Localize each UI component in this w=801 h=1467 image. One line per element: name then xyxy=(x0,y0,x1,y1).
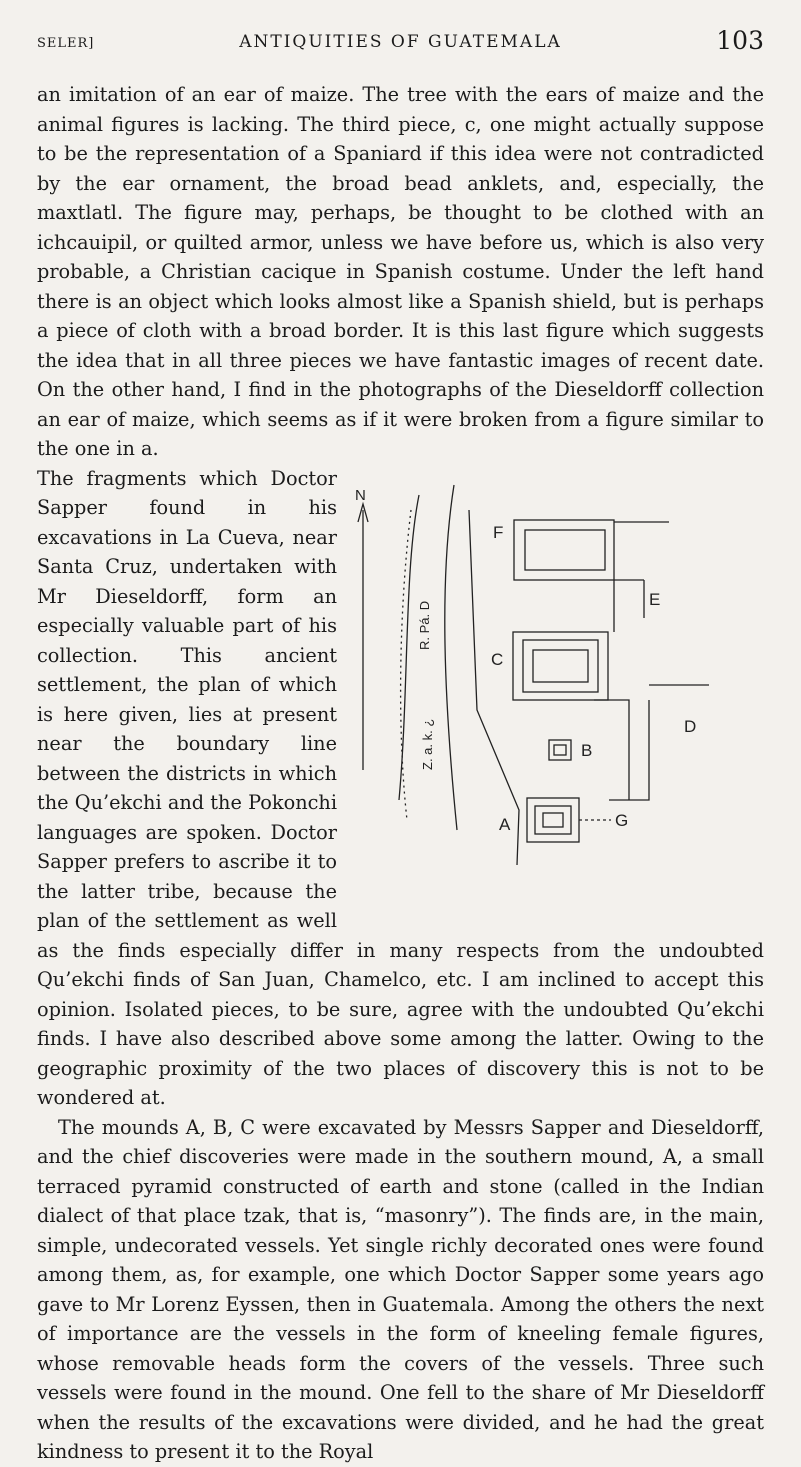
mound-a-middle xyxy=(535,806,571,834)
label-f: F xyxy=(493,522,504,542)
label-d: D xyxy=(684,716,697,736)
running-header xyxy=(37,22,764,62)
mound-c xyxy=(513,632,608,700)
header-title: ANTIQUITIES OF GUATEMALA xyxy=(239,32,562,52)
river-label-upper: R. Pá. D xyxy=(417,600,432,650)
site-boundary-line xyxy=(469,510,519,865)
wall-d-left xyxy=(594,700,629,800)
settlement-plan-svg xyxy=(349,470,767,920)
label-a: A xyxy=(499,814,511,834)
paragraph-1: an imitation of an ear of maize. The tree with the ears of maize and the animal figures is lacking. The third piece, c, one might actually suppose to be the representation of a Spaniard if this idea were not contradicted by the ear ornament, the broad bead anklets, and, especially, the maxtlatl. The figure may, perhaps, be thought to be clothed with an ichcauipil, or quilted armor, unless we have before us, which is also very probable, a Christian cacique in Spanish costume. Under the left hand there is an object which looks almost like a Spanish shield, but is perhaps a piece of cloth with a broad border. It is this last figure which suggests the idea that in all three pieces we have fantastic images of recent date. On the other hand, I find in the photographs of the Dieseldorff collection an ear of maize, which seems as if it were broken from a figure similar to the one in a. xyxy=(37,83,764,460)
river-bank-left xyxy=(399,495,419,800)
label-e: E xyxy=(649,589,661,609)
north-label: N xyxy=(355,486,366,504)
river-label-lower: Z. a. k. ¿ xyxy=(420,718,435,770)
mound-f xyxy=(514,520,614,580)
header-author: SELER] xyxy=(37,36,95,51)
mound-c-inner xyxy=(533,650,588,682)
paragraph-2: The fragments which Doctor Sapper found in his excavations in La Cueva, near Santa Cruz, undertaken with Mr Dieseldorff, form an especially valuable part of his collection. This ancient settlement, the plan of which is here given, lies at present near the boundary line between the districts in which the Qu’ekchi and the Pokonchi languages are spoken. Doctor Sapper prefers to ascribe it to the latter tribe, because the plan of the settlement as well as the finds especially differ in many respects from the undoubted Qu’ekchi finds of San Juan, Chamelco, etc. I am inclined to accept this opinion. Isolated pieces, to be sure, agree with the undoubted Qu’ekchi finds. I have also described above some among the latter. Owing to the geographic proximity of the two places of discovery this is not to be wondered at. xyxy=(37,466,764,1109)
mound-f-inner xyxy=(525,530,605,570)
page-number: 103 xyxy=(716,26,764,55)
page-body xyxy=(37,80,764,1467)
label-c: C xyxy=(491,649,504,669)
river-bank-right xyxy=(445,485,457,830)
mound-b-inner xyxy=(554,745,566,755)
mound-a-inner xyxy=(543,813,563,827)
mound-b xyxy=(549,740,571,760)
mound-c-middle xyxy=(523,640,598,692)
label-g: G xyxy=(615,810,629,830)
paragraph-3: The mounds A, B, C were excavated by Messrs Sapper and Dieseldorff, and the chief discoveries were made in the southern mound, A, a small terraced pyramid constructed of earth and stone (called in the Indian dialect of that place tzak, that is, “masonry”). The finds are, in the main, simple, undecorated vessels. Yet single richly decorated ones were found among them, as, for example, one which Doctor Sapper some years ago gave to Mr Lorenz Eyssen, then in Guatemala. Among the others the next of importance are the vessels in the form of kneeling female figures, whose removable heads form the covers of the vessels. Three such vessels were found in the mound. One fell to the share of Mr Dieseldorff when the results of the excavations were divided, and he had the great kindness to present it to the Royal xyxy=(37,1115,764,1463)
label-b: B xyxy=(581,740,593,760)
settlement-plan-figure xyxy=(349,470,767,920)
